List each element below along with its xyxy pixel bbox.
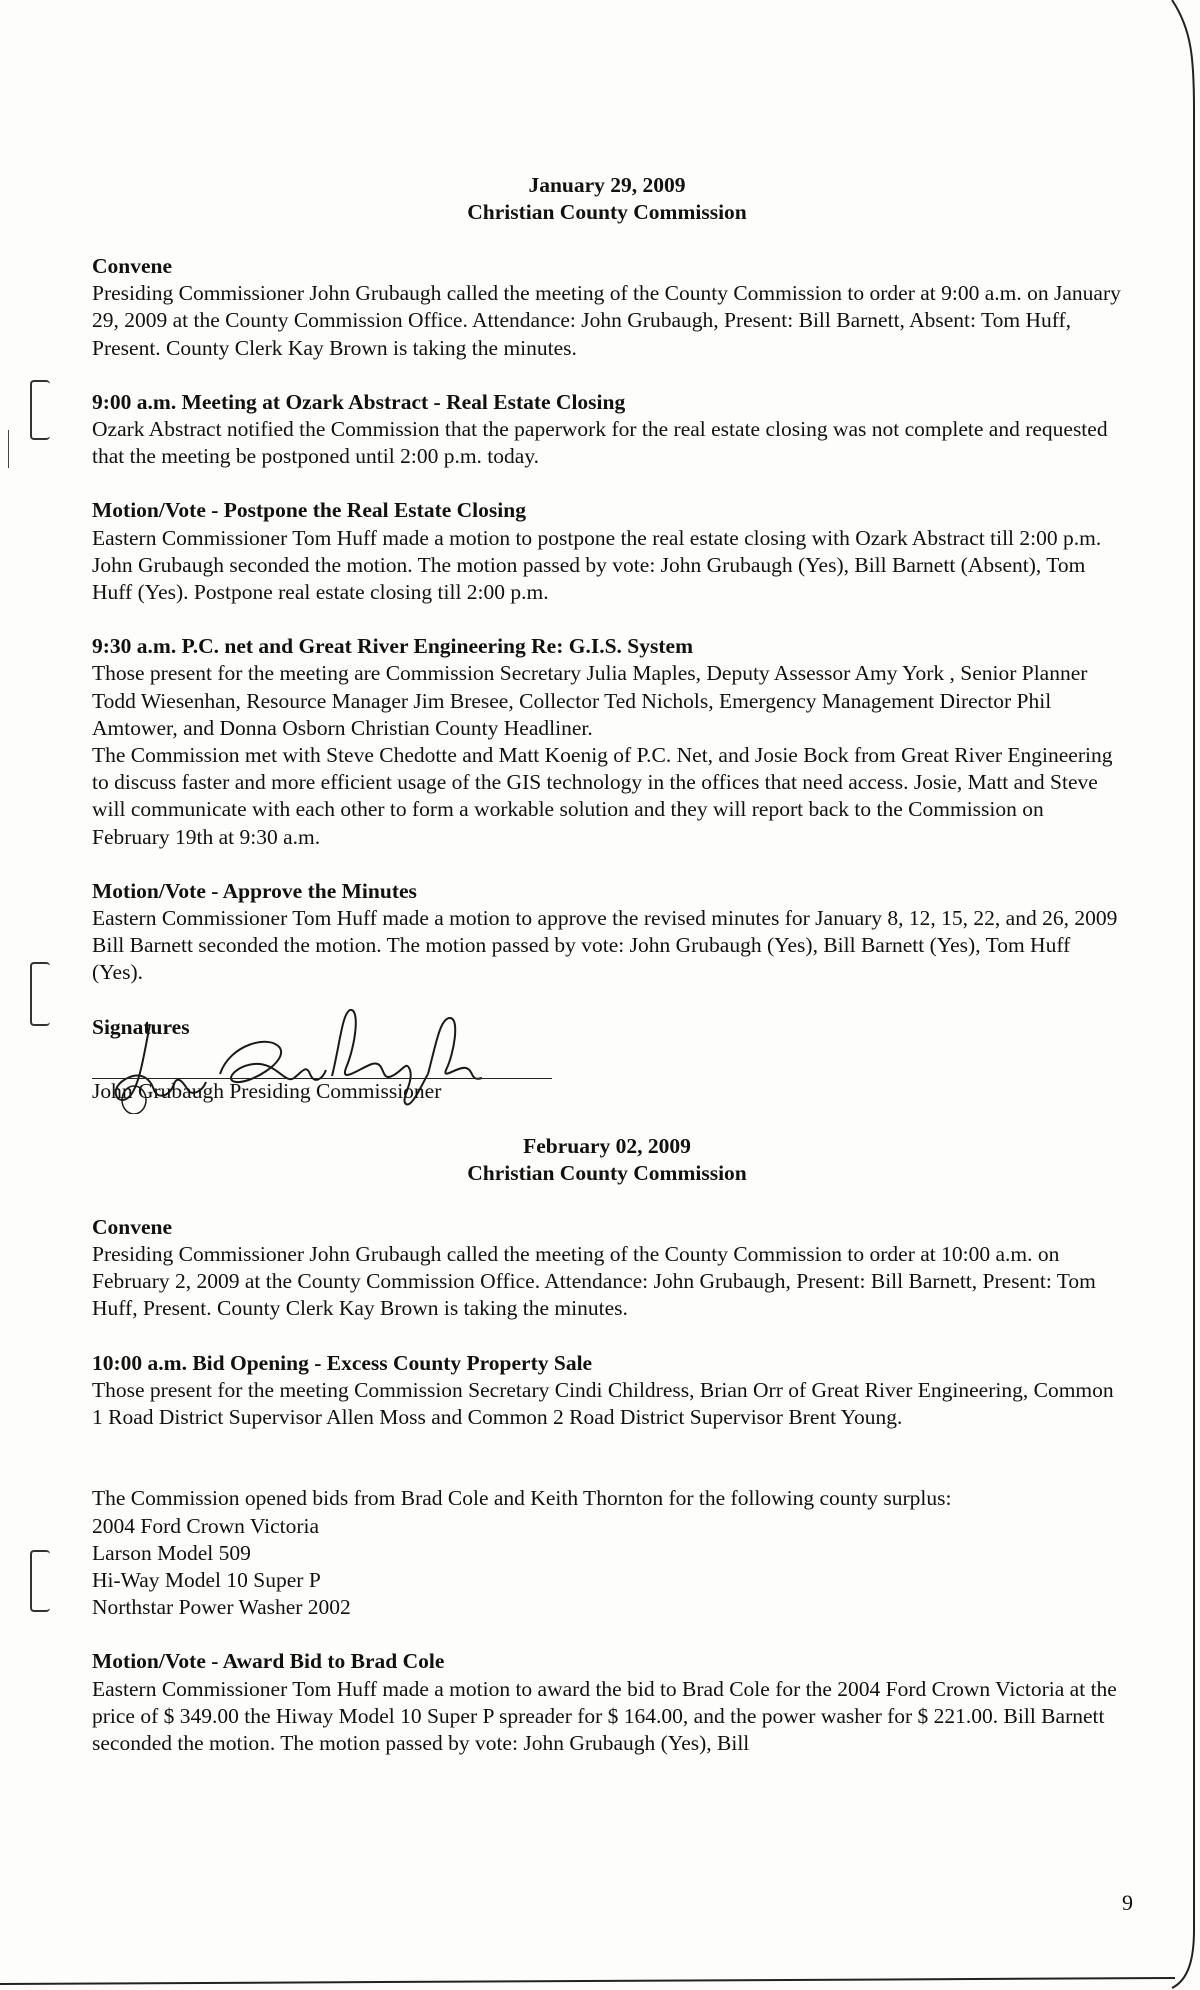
section-title: Motion/Vote - Postpone the Real Estate Closing	[92, 498, 526, 523]
section-approve-minutes	[92, 878, 1122, 987]
section-bids	[92, 1485, 1122, 1621]
meeting-header	[92, 172, 1122, 226]
section-text: Eastern Commissioner Tom Huff made a motion to postpone the real estate closing with Ozark Abstract till 2:00 p.m. John Grubaugh seconded the motion. The motion passed by vote: John Grubaugh (Yes), Bill Barnett (Absent), Tom Huff (Yes). Postpone real estate closing till 2:00 p.m.	[92, 525, 1102, 605]
section-title: Motion/Vote - Award Bid to Brad Cole	[92, 1649, 445, 1674]
section-text: Presiding Commissioner John Grubaugh called the meeting of the County Commission to order at 9:00 a.m. on January 29, 2009 at the County Commission Office. Attendance: John Grubaugh, Present: Bill Barnett, Absent: Tom Huff, Present. County Clerk Kay Brown is taking the minutes.	[92, 281, 1121, 360]
meeting-body: Christian County Commission	[467, 1160, 747, 1185]
surplus-item: Hi-Way Model 10 Super P	[92, 1567, 321, 1592]
section-text: Those present for the meeting Commission Secretary Cindi Childress, Brian Orr of Great River Engineering, Common 1 Road District Supervisor Allen Moss and Common 2 Road District Supervisor Brent Young.	[92, 1377, 1114, 1430]
surplus-item: Larson Model 509	[92, 1540, 251, 1565]
section-title: Motion/Vote - Approve the Minutes	[92, 878, 417, 903]
signature-block	[92, 1014, 1122, 1106]
section-title: Signatures	[92, 1014, 190, 1039]
meeting-date: February 02, 2009	[523, 1133, 691, 1158]
section-text: Ozark Abstract notified the Commission that the paperwork for the real estate closing was not complete and requested that the meeting be postponed until 2:00 p.m. today.	[92, 417, 1108, 469]
section-text: Eastern Commissioner Tom Huff made a motion to award the bid to Brad Cole for the 2004 Ford Crown Victoria at the price of $ 349.00 the Hiway Model 10 Super P spreader for $ 164.00, and the power washer for $ 221.00. Bill Barnett seconded the motion. The motion passed by vote: John Grubaugh (Yes), Bill	[92, 1676, 1117, 1755]
section-text: Eastern Commissioner Tom Huff made a motion to approve the revised minutes for January 8, 12, 15, 22, and 26, 2009 Bill Barnett seconded the motion. The motion passed by vote: John Grubaugh (Yes), Bill Barnett (Yes), Tom Huff (Yes).	[92, 906, 1118, 985]
section-signatures	[92, 1014, 1122, 1106]
scan-edge-line	[1170, 0, 1200, 1990]
meeting-date: January 29, 2009	[528, 173, 686, 197]
section-title: 9:00 a.m. Meeting at Ozark Abstract - Real Estate Closing	[92, 389, 626, 414]
meeting-body: Christian County Commission	[467, 200, 747, 224]
section-title: 9:30 a.m. P.C. net and Great River Engineering Re: G.I.S. System	[92, 634, 693, 659]
section-title: 10:00 a.m. Bid Opening - Excess County Property Sale	[92, 1350, 593, 1375]
signatory-name: John Grubaugh Presiding Commissioner	[92, 1078, 442, 1103]
section-text: Presiding Commissioner John Grubaugh called the meeting of the County Commission to order at 10:00 a.m. on February 2, 2009 at the County Commission Office. Attendance: John Grubaugh, Present: Bill Barnett, Present: Tom Huff, Present. County Clerk Kay Brown is taking the minutes.	[92, 1242, 1096, 1321]
section-text: Those present for the meeting are Commission Secretary Julia Maples, Deputy Assessor Amy York , Senior Planner Todd Wiesenhan, Resource Manager Jim Bresee, Collector Ted Nichols, Emergency Management Director Phil Amtower, and Donna Osborn Christian County Headliner.	[92, 661, 1088, 740]
surplus-item: Northstar Power Washer 2002	[92, 1595, 351, 1620]
margin-bracket	[30, 962, 50, 1026]
margin-bracket	[30, 1550, 50, 1612]
section-text: The Commission met with Steve Chedotte and Matt Koenig of P.C. Net, and Josie Bock from Great River Engineering to discuss faster and more efficient usage of the GIS technology in the offices that need access. Josie, Matt and Steve will communicate with each other to form a workable solution and they will report back to the Commission on February 19th at 9:30 a.m.	[92, 743, 1113, 849]
section-ozark-abstract	[92, 389, 1122, 471]
section-award-bid	[92, 1648, 1122, 1757]
section-convene	[92, 1214, 1122, 1323]
scan-mark	[8, 430, 9, 468]
surplus-item: 2004 Ford Crown Victoria	[92, 1513, 320, 1538]
section-convene	[92, 253, 1122, 362]
bids-intro: The Commission opened bids from Brad Cole and Keith Thornton for the following county surplus:	[92, 1486, 952, 1511]
section-bid-opening	[92, 1350, 1122, 1432]
margin-bracket	[30, 380, 50, 440]
section-gis-system	[92, 633, 1122, 851]
minutes-content	[92, 172, 1122, 1757]
section-title: Convene	[92, 1214, 173, 1239]
section-postpone-motion	[92, 497, 1122, 606]
meeting-header	[92, 1133, 1122, 1187]
page-number: 9	[1122, 1890, 1133, 1915]
scan-bottom-line	[0, 1970, 1200, 1990]
section-title: Convene	[92, 254, 173, 278]
